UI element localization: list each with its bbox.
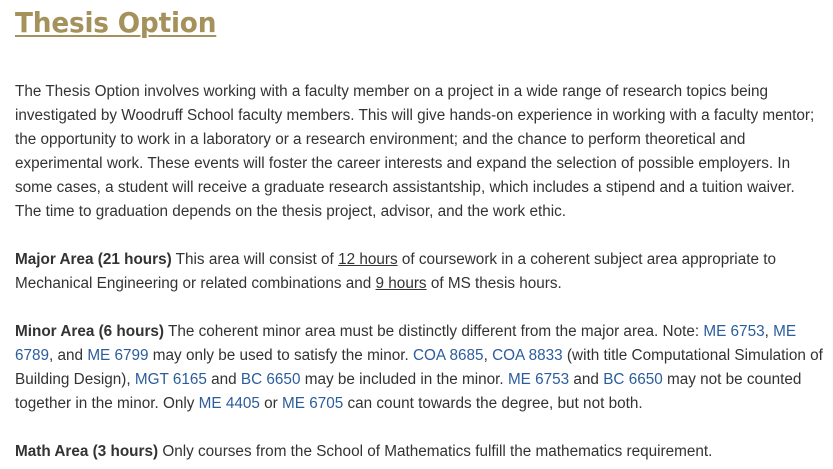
course-link-me-6799[interactable]: ME 6799 (87, 347, 149, 364)
course-link-coa-8833[interactable]: COA 8833 (492, 347, 563, 364)
minor-text: and (206, 371, 241, 388)
minor-text: may only be used to satisfy the minor. (148, 347, 413, 364)
minor-text: (with title Computational Simulation of Building Design), (15, 347, 823, 388)
course-link-me-6753[interactable]: ME 6753 (703, 323, 765, 340)
minor-area-paragraph (15, 320, 823, 416)
minor-text: , (483, 347, 493, 364)
course-link-me-6789[interactable]: ME 6789 (15, 323, 797, 364)
minor-text: , and (49, 347, 88, 364)
minor-text: and (569, 371, 604, 388)
minor-area-heading: Minor Area (6 hours) (15, 323, 165, 340)
major-area-paragraph (15, 248, 823, 296)
minor-text: can count towards the degree, but not both. (343, 395, 643, 412)
course-link-me-6705[interactable]: ME 6705 (282, 395, 344, 412)
intro-paragraph: The Thesis Option involves working with a faculty member on a project in a wide range of research topics being investigated by Woodruff School faculty members. This will give hands-on experience in working with a faculty mentor; the opportunity to work in a laboratory or a research environment; and the chance to perform theoretical and experimental work. These events will foster the career interests and expand the selection of possible employers. In some cases, a student will receive a graduate research assistantship, which includes a stipend and a tuition waiver. The time to graduation depends on the thesis project, advisor, and the work ethic. (15, 83, 815, 220)
math-text: Only courses from the School of Mathematics fulfill the mathematics requirement. (158, 443, 713, 460)
major-text-2: of coursework in a coherent subject area appropriate to Mechanical Engineering or related combinations and (15, 251, 776, 292)
major-text-1: This area will consist of (171, 251, 339, 268)
course-link-me-6753-second[interactable]: ME 6753 (507, 371, 570, 388)
course-link-bc-6650-second[interactable]: BC 6650 (603, 371, 663, 388)
minor-text: may be included in the minor. (300, 371, 508, 388)
course-link-bc-6650[interactable]: BC 6650 (240, 371, 301, 388)
minor-text: , (764, 323, 774, 340)
major-text-3: of MS thesis hours. (426, 275, 562, 292)
course-link-mgt-6165[interactable]: MGT 6165 (134, 371, 207, 388)
course-link-coa-8685[interactable]: COA 8685 (412, 347, 484, 364)
page-title: Thesis Option (15, 6, 217, 39)
minor-text: The coherent minor area must be distinctly different from the major area. Note: (164, 323, 704, 340)
math-area-paragraph (15, 440, 823, 464)
major-hours-thesis: 9 hours (375, 275, 427, 292)
major-hours-coursework: 12 hours (338, 251, 398, 268)
course-link-me-4405[interactable]: ME 4405 (198, 395, 260, 412)
math-area-heading: Math Area (3 hours) (15, 443, 159, 460)
minor-text: or (259, 395, 283, 412)
major-area-heading: Major Area (21 hours) (15, 251, 172, 268)
minor-text: may not be counted together in the minor. Only (15, 371, 802, 412)
